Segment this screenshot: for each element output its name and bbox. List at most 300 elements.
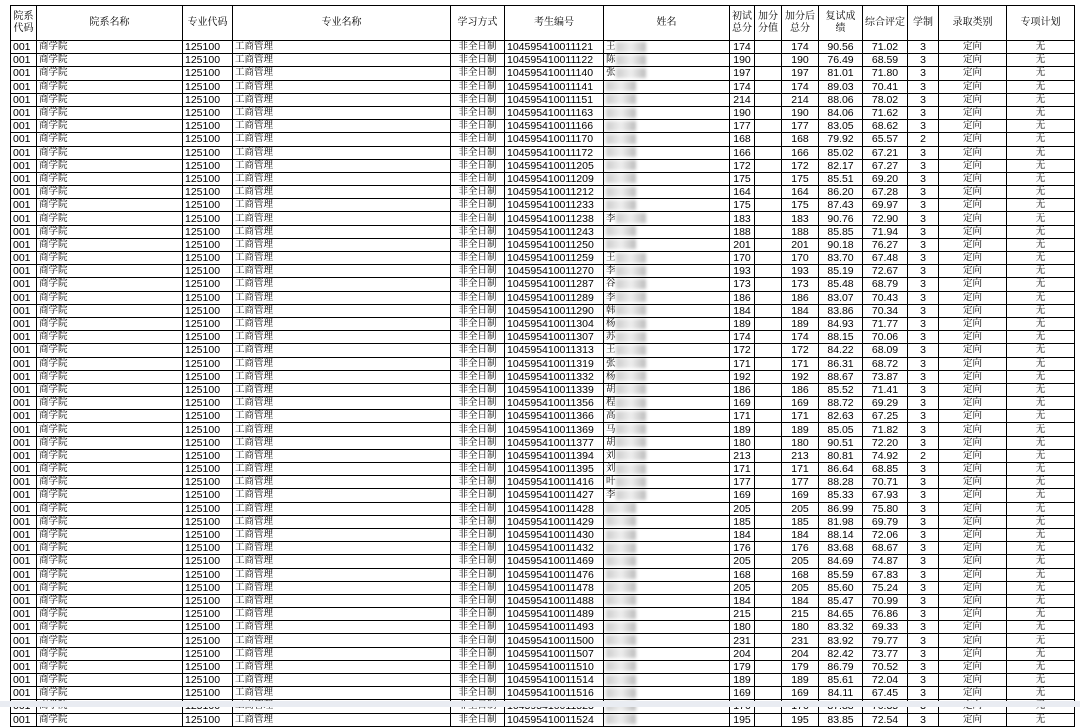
- table-cell: 商学院: [37, 410, 183, 423]
- table-cell: 175: [730, 199, 755, 212]
- table-cell: 3: [908, 344, 939, 357]
- table-cell: 商学院: [37, 291, 183, 304]
- table-cell: 180: [730, 621, 755, 634]
- table-cell: 184: [730, 304, 755, 317]
- table-cell: 无: [1007, 93, 1075, 106]
- table-cell: 83.92: [819, 634, 863, 647]
- table-cell: 68.72: [863, 357, 908, 370]
- table-cell: [755, 317, 782, 330]
- table-cell: 177: [730, 120, 755, 133]
- table-row: [11, 159, 1075, 172]
- table-cell: 工商管理: [233, 41, 451, 54]
- table-cell: 无: [1007, 568, 1075, 581]
- table-cell: 70.43: [863, 291, 908, 304]
- table-cell: 214: [782, 93, 819, 106]
- table-cell: 168: [730, 568, 755, 581]
- table-cell: [604, 265, 730, 278]
- table-cell: 无: [1007, 265, 1075, 278]
- table-cell: 104595410011493: [505, 621, 604, 634]
- table-row: [11, 621, 1075, 634]
- table-cell: [604, 594, 730, 607]
- table-cell: 90.56: [819, 41, 863, 54]
- table-cell: 定向: [939, 489, 1007, 502]
- table-cell: 非全日制: [451, 120, 505, 133]
- table-cell: 3: [908, 370, 939, 383]
- table-cell: 非全日制: [451, 621, 505, 634]
- table-cell: 213: [782, 449, 819, 462]
- table-cell: 86.79: [819, 660, 863, 673]
- table-cell: 工商管理: [233, 687, 451, 700]
- table-cell: 非全日制: [451, 528, 505, 541]
- table-cell: 非全日制: [451, 449, 505, 462]
- table-cell: [604, 252, 730, 265]
- table-cell: 非全日制: [451, 594, 505, 607]
- table-cell: 3: [908, 476, 939, 489]
- table-cell: 183: [730, 212, 755, 225]
- table-cell: 3: [908, 581, 939, 594]
- table-cell: 85.33: [819, 489, 863, 502]
- table-cell: 125100: [183, 594, 233, 607]
- table-cell: 125100: [183, 278, 233, 291]
- table-cell: 179: [730, 660, 755, 673]
- table-cell: 86.99: [819, 502, 863, 515]
- table-cell: 104595410011516: [505, 687, 604, 700]
- table-cell: 工商管理: [233, 225, 451, 238]
- table-cell: [755, 647, 782, 660]
- table-cell: 工商管理: [233, 674, 451, 687]
- table-cell: 175: [730, 172, 755, 185]
- table-cell: 67.45: [863, 687, 908, 700]
- viewer-bottom-bar: [0, 701, 1080, 707]
- table-cell: [755, 106, 782, 119]
- col-header: 综合评定: [863, 6, 908, 41]
- table-cell: 189: [782, 674, 819, 687]
- table-cell: 125100: [183, 449, 233, 462]
- table-row: [11, 568, 1075, 581]
- table-cell: 定向: [939, 660, 1007, 673]
- table-cell: 无: [1007, 120, 1075, 133]
- table-cell: 71.94: [863, 225, 908, 238]
- table-cell: 定向: [939, 133, 1007, 146]
- table-cell: 无: [1007, 159, 1075, 172]
- candidate-name: 韩: [606, 304, 616, 316]
- table-cell: [604, 54, 730, 67]
- table-cell: 非全日制: [451, 199, 505, 212]
- table-cell: 001: [11, 212, 37, 225]
- table-cell: 88.67: [819, 370, 863, 383]
- table-cell: 125100: [183, 146, 233, 159]
- table-cell: 非全日制: [451, 555, 505, 568]
- table-cell: 定向: [939, 159, 1007, 172]
- table-cell: 定向: [939, 41, 1007, 54]
- table-cell: 169: [730, 489, 755, 502]
- table-cell: [755, 660, 782, 673]
- table-cell: [755, 383, 782, 396]
- table-cell: 70.41: [863, 80, 908, 93]
- table-cell: 无: [1007, 238, 1075, 251]
- table-cell: 88.14: [819, 528, 863, 541]
- table-cell: 185: [782, 515, 819, 528]
- table-cell: 定向: [939, 423, 1007, 436]
- table-cell: 工商管理: [233, 660, 451, 673]
- table-cell: 商学院: [37, 278, 183, 291]
- table-cell: 非全日制: [451, 212, 505, 225]
- table-cell: 195: [782, 713, 819, 726]
- table-cell: 定向: [939, 120, 1007, 133]
- table-cell: 001: [11, 67, 37, 80]
- table-cell: 3: [908, 555, 939, 568]
- table-cell: 104595410011209: [505, 172, 604, 185]
- table-cell: 68.62: [863, 120, 908, 133]
- table-row: [11, 634, 1075, 647]
- table-cell: 非全日制: [451, 106, 505, 119]
- table-cell: 85.19: [819, 265, 863, 278]
- table-cell: 3: [908, 515, 939, 528]
- table-cell: 205: [730, 555, 755, 568]
- table-cell: 104595410011287: [505, 278, 604, 291]
- table-cell: 无: [1007, 106, 1075, 119]
- table-cell: [755, 120, 782, 133]
- table-cell: 83.05: [819, 120, 863, 133]
- table-row: [11, 542, 1075, 555]
- redaction-mask: [606, 121, 636, 131]
- table-cell: 定向: [939, 93, 1007, 106]
- table-row: [11, 410, 1075, 423]
- table-cell: 85.52: [819, 383, 863, 396]
- table-cell: [604, 357, 730, 370]
- table-cell: 81.01: [819, 67, 863, 80]
- redaction-mask: [616, 292, 646, 302]
- table-cell: [604, 199, 730, 212]
- table-row: [11, 199, 1075, 212]
- table-cell: 商学院: [37, 542, 183, 555]
- table-cell: [755, 581, 782, 594]
- table-cell: 170: [782, 252, 819, 265]
- table-cell: [604, 80, 730, 93]
- table-cell: 商学院: [37, 80, 183, 93]
- table-cell: 无: [1007, 608, 1075, 621]
- table-cell: 非全日制: [451, 647, 505, 660]
- candidate-name: 陈: [606, 54, 616, 66]
- candidate-name: 张: [606, 357, 616, 369]
- table-cell: 104595410011313: [505, 344, 604, 357]
- redaction-mask: [606, 675, 636, 685]
- table-cell: 商学院: [37, 344, 183, 357]
- table-cell: 定向: [939, 317, 1007, 330]
- table-cell: 工商管理: [233, 67, 451, 80]
- table-row: [11, 594, 1075, 607]
- table-cell: 192: [782, 370, 819, 383]
- table-cell: 71.80: [863, 67, 908, 80]
- table-cell: 001: [11, 304, 37, 317]
- redaction-mask: [606, 516, 636, 526]
- table-cell: 商学院: [37, 238, 183, 251]
- redaction-mask: [616, 477, 646, 487]
- table-cell: 001: [11, 331, 37, 344]
- table-cell: 67.25: [863, 410, 908, 423]
- table-cell: 125100: [183, 291, 233, 304]
- table-row: [11, 120, 1075, 133]
- table-cell: 193: [730, 265, 755, 278]
- table-cell: 001: [11, 502, 37, 515]
- redaction-mask: [616, 42, 646, 52]
- table-row: [11, 41, 1075, 54]
- table-cell: 001: [11, 317, 37, 330]
- table-cell: 2: [908, 449, 939, 462]
- table-row: [11, 528, 1075, 541]
- redaction-mask: [616, 305, 646, 315]
- table-cell: 定向: [939, 331, 1007, 344]
- table-cell: 非全日制: [451, 80, 505, 93]
- table-cell: 84.06: [819, 106, 863, 119]
- table-cell: 3: [908, 186, 939, 199]
- table-cell: 3: [908, 357, 939, 370]
- table-cell: 无: [1007, 634, 1075, 647]
- table-cell: 3: [908, 383, 939, 396]
- table-cell: 工商管理: [233, 515, 451, 528]
- table-row: [11, 370, 1075, 383]
- table-cell: [604, 449, 730, 462]
- table-cell: 非全日制: [451, 463, 505, 476]
- table-cell: 174: [782, 80, 819, 93]
- redaction-mask: [606, 81, 636, 91]
- table-body: [11, 41, 1075, 727]
- table-cell: 215: [782, 608, 819, 621]
- table-cell: [755, 278, 782, 291]
- table-cell: 无: [1007, 542, 1075, 555]
- table-cell: 商学院: [37, 331, 183, 344]
- table-cell: 3: [908, 238, 939, 251]
- table-cell: [604, 159, 730, 172]
- table-cell: 67.93: [863, 489, 908, 502]
- table-cell: 70.52: [863, 660, 908, 673]
- table-cell: 定向: [939, 436, 1007, 449]
- table-cell: 125100: [183, 265, 233, 278]
- table-cell: 104595410011377: [505, 436, 604, 449]
- table-cell: 定向: [939, 713, 1007, 726]
- table-cell: 工商管理: [233, 423, 451, 436]
- table-cell: 2: [908, 133, 939, 146]
- table-cell: 定向: [939, 410, 1007, 423]
- table-cell: [604, 634, 730, 647]
- table-cell: [755, 291, 782, 304]
- table-cell: 125100: [183, 581, 233, 594]
- table-cell: 125100: [183, 542, 233, 555]
- table-cell: 104595410011121: [505, 41, 604, 54]
- table-cell: 184: [730, 594, 755, 607]
- candidate-name: 胡: [606, 436, 616, 448]
- table-cell: 定向: [939, 476, 1007, 489]
- table-cell: 非全日制: [451, 608, 505, 621]
- table-cell: 3: [908, 594, 939, 607]
- table-cell: [604, 120, 730, 133]
- table-cell: 工商管理: [233, 568, 451, 581]
- candidate-name: 王: [606, 252, 616, 264]
- table-cell: 定向: [939, 212, 1007, 225]
- table-cell: 125100: [183, 674, 233, 687]
- table-cell: 工商管理: [233, 608, 451, 621]
- table-row: [11, 344, 1075, 357]
- table-cell: 197: [782, 67, 819, 80]
- table-cell: [604, 344, 730, 357]
- table-cell: 85.47: [819, 594, 863, 607]
- table-cell: 104595410011356: [505, 397, 604, 410]
- table-cell: 商学院: [37, 581, 183, 594]
- table-cell: 定向: [939, 344, 1007, 357]
- redaction-mask: [606, 582, 636, 592]
- redaction-mask: [606, 688, 636, 698]
- table-cell: 176: [782, 542, 819, 555]
- table-cell: 70.71: [863, 476, 908, 489]
- table-cell: 商学院: [37, 317, 183, 330]
- table-cell: [604, 212, 730, 225]
- table-cell: 125100: [183, 331, 233, 344]
- table-cell: 125100: [183, 383, 233, 396]
- table-cell: 67.28: [863, 186, 908, 199]
- table-cell: 104595410011488: [505, 594, 604, 607]
- table-cell: 非全日制: [451, 357, 505, 370]
- table-cell: 定向: [939, 502, 1007, 515]
- table-cell: 定向: [939, 594, 1007, 607]
- table-cell: 71.41: [863, 383, 908, 396]
- table-cell: 工商管理: [233, 199, 451, 212]
- table-cell: 104595410011212: [505, 186, 604, 199]
- table-cell: 74.92: [863, 449, 908, 462]
- table-cell: 205: [782, 502, 819, 515]
- table-cell: 80.81: [819, 449, 863, 462]
- table-cell: 69.33: [863, 621, 908, 634]
- table-cell: 169: [782, 687, 819, 700]
- candidate-name: 李: [606, 212, 616, 224]
- table-cell: 81.98: [819, 515, 863, 528]
- table-cell: 104595410011500: [505, 634, 604, 647]
- table-row: [11, 555, 1075, 568]
- table-cell: 125100: [183, 397, 233, 410]
- table-cell: 定向: [939, 172, 1007, 185]
- table-cell: 85.05: [819, 423, 863, 436]
- table-cell: 104595410011416: [505, 476, 604, 489]
- table-cell: 3: [908, 463, 939, 476]
- table-cell: 3: [908, 660, 939, 673]
- table-cell: 73.77: [863, 647, 908, 660]
- table-cell: 67.27: [863, 159, 908, 172]
- table-cell: 171: [730, 357, 755, 370]
- table-cell: [604, 436, 730, 449]
- table-row: [11, 291, 1075, 304]
- table-cell: 82.63: [819, 410, 863, 423]
- candidate-name: 马: [606, 423, 616, 435]
- col-header: 专业代码: [183, 6, 233, 41]
- table-cell: 205: [730, 502, 755, 515]
- table-cell: 104595410011238: [505, 212, 604, 225]
- table-cell: 无: [1007, 476, 1075, 489]
- table-cell: 3: [908, 106, 939, 119]
- table-cell: [604, 660, 730, 673]
- table-cell: [604, 713, 730, 726]
- redaction-mask: [606, 714, 636, 724]
- table-row: [11, 252, 1075, 265]
- table-cell: 189: [730, 423, 755, 436]
- candidate-name: 李: [606, 291, 616, 303]
- redaction-mask: [606, 595, 636, 605]
- table-cell: 125100: [183, 647, 233, 660]
- table-cell: 193: [782, 265, 819, 278]
- redaction-mask: [606, 543, 636, 553]
- table-cell: [755, 252, 782, 265]
- table-cell: 非全日制: [451, 54, 505, 67]
- table-cell: 非全日制: [451, 146, 505, 159]
- table-cell: [755, 238, 782, 251]
- table-cell: 工商管理: [233, 133, 451, 146]
- table-cell: 104595410011166: [505, 120, 604, 133]
- table-cell: 无: [1007, 317, 1075, 330]
- table-cell: 商学院: [37, 515, 183, 528]
- table-cell: 工商管理: [233, 502, 451, 515]
- table-cell: 104595410011151: [505, 93, 604, 106]
- table-cell: [755, 713, 782, 726]
- table-row: [11, 93, 1075, 106]
- table-cell: 3: [908, 397, 939, 410]
- table-cell: 104595410011172: [505, 146, 604, 159]
- table-cell: 183: [782, 212, 819, 225]
- table-cell: 125100: [183, 67, 233, 80]
- table-cell: 3: [908, 67, 939, 80]
- table-cell: [604, 278, 730, 291]
- table-cell: [755, 568, 782, 581]
- table-cell: 68.79: [863, 278, 908, 291]
- candidate-name: 程: [606, 397, 616, 409]
- table-cell: 工商管理: [233, 278, 451, 291]
- table-cell: 定向: [939, 568, 1007, 581]
- table-cell: 工商管理: [233, 436, 451, 449]
- table-cell: 186: [730, 291, 755, 304]
- candidate-name: 王: [606, 344, 616, 356]
- table-cell: [755, 489, 782, 502]
- table-cell: 定向: [939, 304, 1007, 317]
- table-cell: 非全日制: [451, 291, 505, 304]
- table-cell: 无: [1007, 357, 1075, 370]
- table-cell: 213: [730, 449, 755, 462]
- table-cell: 184: [730, 528, 755, 541]
- table-cell: 65.57: [863, 133, 908, 146]
- col-header: 专项计划: [1007, 6, 1075, 41]
- table-cell: 204: [730, 647, 755, 660]
- table-cell: 67.48: [863, 252, 908, 265]
- table-cell: 001: [11, 581, 37, 594]
- redaction-mask: [616, 279, 646, 289]
- table-cell: 商学院: [37, 423, 183, 436]
- table-cell: 001: [11, 146, 37, 159]
- table-cell: [604, 106, 730, 119]
- table-cell: 非全日制: [451, 225, 505, 238]
- table-cell: 工商管理: [233, 581, 451, 594]
- table-cell: 定向: [939, 687, 1007, 700]
- table-cell: [755, 67, 782, 80]
- table-cell: 84.11: [819, 687, 863, 700]
- table-cell: 工商管理: [233, 621, 451, 634]
- table-cell: 工商管理: [233, 172, 451, 185]
- table-row: [11, 436, 1075, 449]
- table-cell: 231: [730, 634, 755, 647]
- table-cell: 3: [908, 317, 939, 330]
- table-cell: 定向: [939, 515, 1007, 528]
- table-cell: 商学院: [37, 186, 183, 199]
- redaction-mask: [616, 358, 646, 368]
- table-cell: 189: [730, 317, 755, 330]
- table-cell: 非全日制: [451, 423, 505, 436]
- table-cell: 工商管理: [233, 357, 451, 370]
- redaction-mask: [606, 187, 636, 197]
